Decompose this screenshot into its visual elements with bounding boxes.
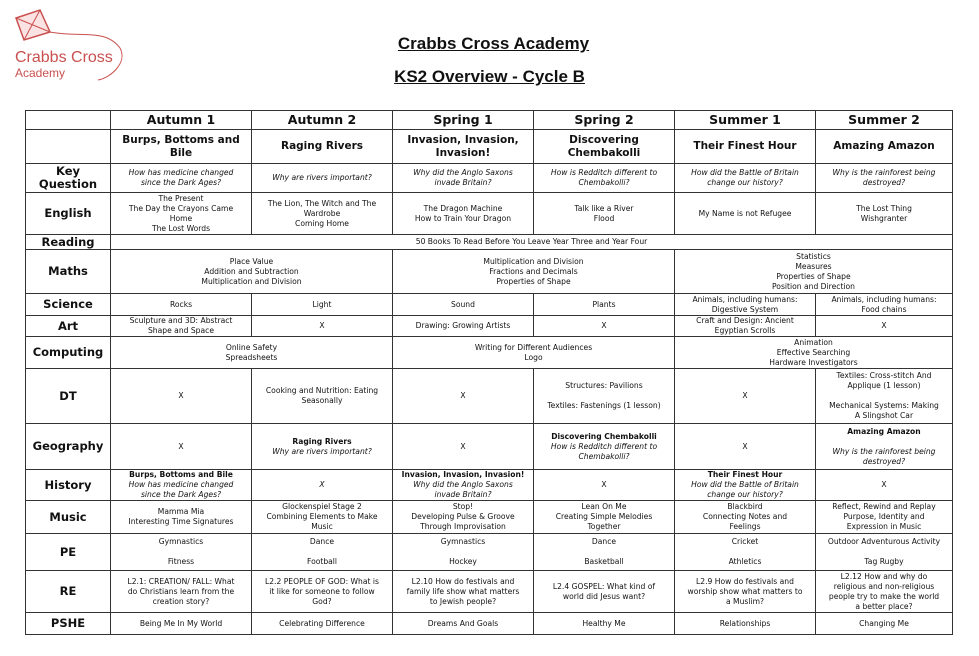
re-cell bbox=[534, 571, 675, 613]
cell-line: world did Jesus want? bbox=[562, 591, 646, 601]
geography-cell bbox=[816, 424, 953, 470]
cell-line: Fractions and Decimals bbox=[489, 266, 578, 276]
english-cell bbox=[816, 193, 953, 235]
art-cell bbox=[675, 316, 816, 337]
cell-line: Flood bbox=[593, 213, 615, 223]
row-label-computing: Computing bbox=[26, 337, 111, 369]
cell-line: Writing for Different Audiences bbox=[474, 342, 593, 352]
computing-cell bbox=[393, 337, 675, 369]
cell-line: Animation bbox=[794, 337, 833, 347]
cell-line: Food chains bbox=[861, 304, 907, 314]
cell-line: Light bbox=[312, 299, 332, 309]
cell-line: Properties of Shape bbox=[776, 271, 851, 281]
cell-line: Feelings bbox=[729, 522, 761, 531]
cell-line: L2.10 How do festivals and bbox=[411, 576, 515, 586]
music-cell bbox=[816, 501, 953, 534]
pe-activity: Gymnastics bbox=[158, 537, 204, 546]
cell-line: Why is the rainforest being bbox=[832, 446, 936, 456]
history-topic: Their Finest Hour bbox=[707, 470, 783, 479]
row-label-maths: Maths bbox=[26, 250, 111, 294]
cell-line: X bbox=[601, 321, 607, 330]
dt-cell bbox=[534, 369, 675, 424]
cell-line: Invasion! bbox=[435, 146, 491, 159]
pe-cell bbox=[675, 534, 816, 571]
cell-line: Why is the rainforest being bbox=[832, 168, 936, 177]
cell-line: Mamma Mia bbox=[157, 507, 205, 516]
pshe-cell: Dreams And Goals bbox=[393, 613, 534, 635]
geography-cell: X bbox=[675, 424, 816, 470]
cell-line: Chembakolli? bbox=[578, 178, 630, 187]
pe-activity: Athletics bbox=[728, 557, 762, 566]
term-header: Summer 2 bbox=[816, 111, 953, 130]
cell-line: Lean On Me bbox=[581, 502, 627, 511]
key-question-cell bbox=[675, 164, 816, 193]
row-label-re: RE bbox=[26, 571, 111, 613]
page-subtitle: KS2 Overview - Cycle B bbox=[394, 67, 585, 86]
cell-line: Amazing Amazon bbox=[833, 140, 935, 152]
cell-line: Egyptian Scrolls bbox=[714, 326, 776, 335]
computing-cell bbox=[111, 337, 393, 369]
dt-text: Textiles: Fastenings (1 lesson) bbox=[547, 401, 661, 410]
english-cell bbox=[675, 193, 816, 235]
maths-cell bbox=[675, 250, 953, 294]
cell-line: L2.1: CREATION/ FALL: What bbox=[127, 576, 235, 586]
cell-line: Why did the Anglo Saxons bbox=[413, 168, 513, 177]
cell-line: Home bbox=[169, 213, 193, 223]
cell-line: X bbox=[319, 321, 325, 330]
cell-line: Creating Simple Melodies bbox=[555, 512, 653, 521]
pshe-cell: Relationships bbox=[675, 613, 816, 635]
pe-activity: Dance bbox=[309, 537, 335, 546]
pshe-cell: Healthy Me bbox=[534, 613, 675, 635]
row-label-history: History bbox=[26, 470, 111, 501]
pe-activity: Dance bbox=[591, 537, 617, 546]
cell-line: Online Safety bbox=[225, 342, 278, 352]
cell-line: Multiplication and Division bbox=[483, 256, 584, 266]
history-question bbox=[395, 480, 531, 500]
computing-row bbox=[26, 337, 953, 369]
cell-line: Place Value bbox=[229, 256, 274, 266]
dt-cell: X bbox=[111, 369, 252, 424]
cell-line: Animals, including humans: bbox=[831, 294, 937, 304]
cell-line: Burps, Bottoms and bbox=[122, 133, 240, 146]
cell-line: Measures bbox=[795, 261, 832, 271]
cell-line: Wardrobe bbox=[303, 208, 341, 218]
topic-cell bbox=[252, 130, 393, 164]
cell-line: Raging Rivers bbox=[280, 140, 363, 152]
cell-line: religious and non-religious bbox=[833, 581, 935, 591]
cell-line: Craft and Design: Ancient bbox=[696, 316, 794, 325]
cell-line: L2.12 How and why do bbox=[840, 571, 928, 581]
dt-text bbox=[818, 401, 950, 421]
cell-line: L2.4 GOSPEL: What kind of bbox=[552, 581, 656, 591]
cell-line: since the Dark Ages? bbox=[140, 490, 222, 499]
dt-cell: X bbox=[393, 369, 534, 424]
cell-line: Glockenspiel Stage 2 bbox=[282, 502, 362, 511]
row-label-science: Science bbox=[26, 294, 111, 316]
cell-line: God? bbox=[312, 596, 332, 606]
term-header: Summer 1 bbox=[675, 111, 816, 130]
row-label-geography: Geography bbox=[26, 424, 111, 470]
cell-line: Logo bbox=[524, 352, 543, 362]
re-row bbox=[26, 571, 953, 613]
re-cell bbox=[675, 571, 816, 613]
geography-topic: Amazing Amazon bbox=[847, 426, 921, 436]
cell-line: Hardware Investigators bbox=[769, 357, 858, 367]
history-cell bbox=[675, 470, 816, 501]
cell-line: Animals, including humans: bbox=[692, 294, 798, 304]
science-cell bbox=[111, 294, 252, 316]
geography-question bbox=[536, 442, 672, 462]
history-question bbox=[677, 480, 813, 500]
cell-line: invade Britain? bbox=[434, 178, 492, 187]
geography-cell: X bbox=[111, 424, 252, 470]
geography-question: Why are rivers important? bbox=[272, 446, 372, 456]
pe-activity: Gymnastics bbox=[440, 537, 486, 546]
cell-line: Properties of Shape bbox=[496, 276, 571, 286]
cell-line: Chembakolli bbox=[567, 146, 641, 159]
cell-line: Expression in Music bbox=[846, 522, 922, 531]
art-cell bbox=[534, 316, 675, 337]
science-cell bbox=[675, 294, 816, 316]
re-cell bbox=[252, 571, 393, 613]
cell-line: How to Train Your Dragon bbox=[414, 213, 512, 223]
history-row bbox=[26, 470, 953, 501]
cell-line: L2.9 How do festivals and bbox=[696, 576, 794, 586]
history-cell: X bbox=[252, 470, 393, 501]
english-cell bbox=[252, 193, 393, 235]
cell-line: Drawing: Growing Artists bbox=[415, 321, 511, 330]
pe-cell bbox=[111, 534, 252, 571]
key-question-cell bbox=[534, 164, 675, 193]
cell-line: Stop! bbox=[452, 502, 474, 511]
cell-line: A Slingshot Car bbox=[854, 411, 914, 420]
pshe-row bbox=[26, 613, 953, 635]
history-topic: Burps, Bottoms and Bile bbox=[129, 470, 233, 479]
cell-line: The Lost Words bbox=[151, 223, 211, 233]
row-label-music: Music bbox=[26, 501, 111, 534]
reading-cell: 50 Books To Read Before You Leave Year Three and Year Four bbox=[111, 235, 953, 250]
geography-cell: X bbox=[393, 424, 534, 470]
history-question bbox=[113, 480, 249, 500]
cell-line: Plants bbox=[592, 299, 616, 309]
cell-line: Statistics bbox=[796, 251, 831, 261]
cell-line: Why did the Anglo Saxons bbox=[413, 480, 513, 489]
cell-line: do Christians learn from the bbox=[127, 586, 235, 596]
cell-line: Digestive System bbox=[711, 304, 779, 314]
cell-line: Purpose, Identity and bbox=[843, 512, 925, 521]
overview-table bbox=[25, 110, 953, 635]
pe-activity: Outdoor Adventurous Activity bbox=[827, 537, 941, 546]
row-label-pe: PE bbox=[26, 534, 111, 571]
cell-line: Music bbox=[311, 522, 333, 531]
row-label-reading: Reading bbox=[26, 235, 111, 250]
cell-line: How did the Battle of Britain bbox=[691, 168, 799, 177]
science-row bbox=[26, 294, 953, 316]
pshe-cell: Celebrating Difference bbox=[252, 613, 393, 635]
cell-line: Connecting Notes and bbox=[702, 512, 788, 521]
pe-cell bbox=[816, 534, 953, 571]
term-header: Spring 2 bbox=[534, 111, 675, 130]
dt-text bbox=[818, 371, 950, 391]
cell-line: How has medicine changed bbox=[128, 480, 234, 489]
cell-line: a Muslim? bbox=[725, 596, 765, 606]
cell-line: Bile bbox=[169, 146, 193, 159]
cell-line: Cooking and Nutrition: Eating bbox=[265, 386, 379, 395]
geography-topic: Discovering Chembakolli bbox=[551, 431, 657, 441]
dt-cell bbox=[252, 369, 393, 424]
science-cell bbox=[816, 294, 953, 316]
key-question-cell bbox=[393, 164, 534, 193]
cell-line: How did the Battle of Britain bbox=[691, 480, 799, 489]
cell-line: Coming Home bbox=[295, 218, 349, 228]
music-cell bbox=[393, 501, 534, 534]
cell-line: Multiplication and Division bbox=[201, 276, 302, 286]
topic-row bbox=[26, 130, 953, 164]
dt-text: Structures: Pavilions bbox=[565, 381, 643, 390]
cell-line: a better place? bbox=[855, 601, 913, 611]
pe-activity: Tag Rugby bbox=[864, 557, 904, 566]
cell-line: Position and Direction bbox=[772, 281, 855, 291]
pe-cell bbox=[252, 534, 393, 571]
history-cell: X bbox=[816, 470, 953, 501]
pe-row bbox=[26, 534, 953, 571]
pe-activity: Cricket bbox=[731, 537, 759, 546]
cell-line: change our history? bbox=[707, 490, 783, 499]
cell-line: Chembakolli? bbox=[578, 451, 630, 461]
row-label-art: Art bbox=[26, 316, 111, 337]
cell-line: invade Britain? bbox=[434, 490, 492, 499]
art-row bbox=[26, 316, 953, 337]
page-title: Crabbs Cross Academy bbox=[397, 34, 590, 53]
cell-line: L2.2 PEOPLE OF GOD: What is bbox=[265, 576, 379, 586]
english-row bbox=[26, 193, 953, 235]
cell-line: Together bbox=[587, 522, 621, 531]
cell-line: Mechanical Systems: Making bbox=[829, 401, 939, 410]
cell-line: The Present bbox=[158, 193, 204, 203]
cell-line: Why are rivers important? bbox=[272, 173, 372, 182]
cell-line: creation story? bbox=[152, 596, 210, 606]
cell-line: Talk like a River bbox=[574, 203, 634, 213]
art-cell bbox=[111, 316, 252, 337]
geography-cell bbox=[534, 424, 675, 470]
cell-line: How is Redditch different to bbox=[550, 441, 658, 451]
cell-line: Sound bbox=[451, 299, 475, 309]
cell-line: The Day the Crayons Came bbox=[128, 203, 234, 213]
music-cell bbox=[111, 501, 252, 534]
music-cell bbox=[252, 501, 393, 534]
cell-line: Key bbox=[55, 164, 80, 178]
pe-activity: Basketball bbox=[584, 557, 624, 566]
cell-line: people try to make the world bbox=[828, 591, 940, 601]
logo-name: Crabbs Cross bbox=[15, 49, 113, 66]
cell-line: The Lost Thing bbox=[856, 203, 912, 213]
term-header-row bbox=[26, 111, 953, 130]
english-cell bbox=[393, 193, 534, 235]
term-header: Spring 1 bbox=[393, 111, 534, 130]
art-cell bbox=[816, 316, 953, 337]
row-label-pshe: PSHE bbox=[26, 613, 111, 635]
maths-row bbox=[26, 250, 953, 294]
science-cell bbox=[393, 294, 534, 316]
cell-line: destroyed? bbox=[862, 178, 906, 187]
cell-line: Developing Pulse & Groove bbox=[411, 512, 515, 521]
cell-line: Spreadsheets bbox=[225, 352, 278, 362]
pe-activity: Fitness bbox=[167, 557, 195, 566]
cell-line: Seasonally bbox=[301, 396, 343, 405]
topic-cell bbox=[675, 130, 816, 164]
row-label-dt: DT bbox=[26, 369, 111, 424]
pe-activity: Hockey bbox=[449, 557, 477, 566]
logo-subtitle: Academy bbox=[15, 66, 66, 80]
cell-line: Applique (1 lesson) bbox=[847, 381, 921, 390]
geography-question bbox=[818, 447, 950, 467]
cell-line: Combining Elements to Make bbox=[266, 512, 378, 521]
cell-line: My Name is not Refugee bbox=[698, 208, 792, 218]
cell-line: destroyed? bbox=[862, 456, 906, 466]
dt-cell: X bbox=[675, 369, 816, 424]
pe-activity: Football bbox=[306, 557, 338, 566]
art-cell bbox=[393, 316, 534, 337]
cell-line: Discovering bbox=[569, 133, 639, 146]
topic-cell bbox=[111, 130, 252, 164]
pe-cell bbox=[393, 534, 534, 571]
music-row bbox=[26, 501, 953, 534]
cell-line: worship show what matters to bbox=[687, 586, 803, 596]
cell-line: Through Improvisation bbox=[420, 522, 506, 531]
row-label-key-question bbox=[26, 164, 111, 193]
cell-line: to Jewish people? bbox=[429, 596, 497, 606]
cell-line: X bbox=[881, 321, 887, 330]
pe-cell bbox=[534, 534, 675, 571]
cell-line: since the Dark Ages? bbox=[140, 178, 222, 187]
english-cell bbox=[111, 193, 252, 235]
topic-cell bbox=[393, 130, 534, 164]
cell-line: The Dragon Machine bbox=[423, 203, 503, 213]
cell-line: The Lion, The Witch and The bbox=[267, 198, 377, 208]
cell-line: change our history? bbox=[707, 178, 783, 187]
science-cell bbox=[252, 294, 393, 316]
cell-line: Wishgranter bbox=[860, 213, 908, 223]
cell-line: Rocks bbox=[169, 299, 193, 309]
row-label-english: English bbox=[26, 193, 111, 235]
corner-cell bbox=[26, 111, 111, 130]
cell-line: Their Finest Hour bbox=[693, 140, 797, 152]
reading-row bbox=[26, 235, 953, 250]
history-cell: X bbox=[534, 470, 675, 501]
art-cell bbox=[252, 316, 393, 337]
re-cell bbox=[111, 571, 252, 613]
cell-line: Reflect, Rewind and Replay bbox=[832, 502, 936, 511]
computing-cell bbox=[675, 337, 953, 369]
topic-cell bbox=[534, 130, 675, 164]
cell-line: Shape and Space bbox=[147, 326, 215, 335]
key-question-row bbox=[26, 164, 953, 193]
topic-cell bbox=[816, 130, 953, 164]
history-cell bbox=[111, 470, 252, 501]
key-question-cell bbox=[816, 164, 953, 193]
cell-line: Invasion, Invasion, bbox=[407, 133, 519, 146]
key-question-cell bbox=[111, 164, 252, 193]
key-question-cell bbox=[252, 164, 393, 193]
science-cell bbox=[534, 294, 675, 316]
corner-cell bbox=[26, 130, 111, 164]
history-topic: Invasion, Invasion, Invasion! bbox=[401, 470, 525, 479]
cell-line: Sculpture and 3D: Abstract bbox=[129, 316, 233, 325]
maths-cell bbox=[393, 250, 675, 294]
cell-line: Addition and Subtraction bbox=[204, 266, 299, 276]
cell-line: How has medicine changed bbox=[128, 168, 234, 177]
cell-line: Textiles: Cross-stitch And bbox=[836, 371, 932, 380]
geography-cell bbox=[252, 424, 393, 470]
history-cell bbox=[393, 470, 534, 501]
dt-row bbox=[26, 369, 953, 424]
re-cell bbox=[816, 571, 953, 613]
cell-line: it like for someone to follow bbox=[269, 586, 375, 596]
pshe-cell: Changing Me bbox=[816, 613, 953, 635]
term-header: Autumn 2 bbox=[252, 111, 393, 130]
geography-topic: Raging Rivers bbox=[292, 436, 352, 446]
maths-cell bbox=[111, 250, 393, 294]
cell-line: Interesting Time Signatures bbox=[128, 517, 234, 526]
cell-line: Effective Searching bbox=[776, 347, 851, 357]
term-header: Autumn 1 bbox=[111, 111, 252, 130]
music-cell bbox=[534, 501, 675, 534]
cell-line: How is Redditch different to bbox=[550, 168, 658, 177]
dt-cell bbox=[816, 369, 953, 424]
cell-line: Blackbird bbox=[727, 502, 763, 511]
english-cell bbox=[534, 193, 675, 235]
geography-row bbox=[26, 424, 953, 470]
re-cell bbox=[393, 571, 534, 613]
cell-line: Question bbox=[38, 177, 98, 191]
cell-line: family life show what matters bbox=[406, 586, 520, 596]
music-cell bbox=[675, 501, 816, 534]
pshe-cell: Being Me In My World bbox=[111, 613, 252, 635]
